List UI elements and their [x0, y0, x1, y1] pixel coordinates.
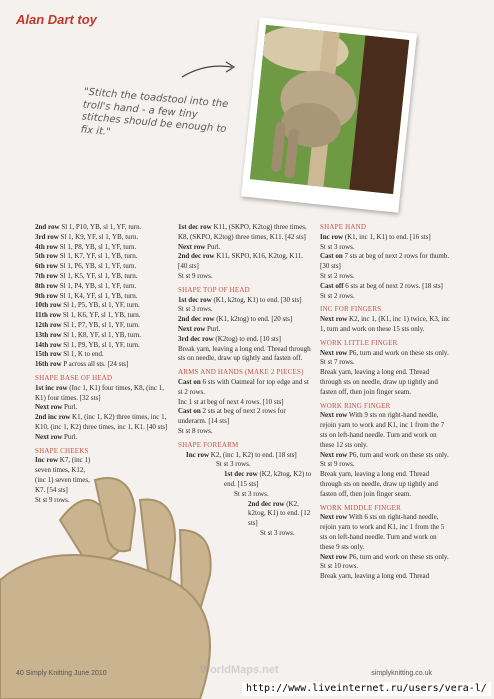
pattern-row: 7th row Sl 1, K5, YF, sl 1, YB, turn. [35, 271, 138, 280]
instruction: 1st dec row (K1, k2tog, K1) to end. [30 sts] [178, 295, 302, 304]
instruction: St st 2 rows. [320, 271, 355, 280]
instruction: Next row Purl. [35, 432, 78, 441]
instruction: Next row With 9 sts on right-hand needle, rejoin yarn to work and K1, inc 1 from the 7 sts on left-hand needle. Turn and work on these 12 sts only. [320, 411, 445, 449]
section-heading: SHAPE HAND [320, 223, 367, 231]
section-heading: WORK MIDDLE FINGER [320, 503, 401, 512]
instruction: Break yarn, leaving a long end. Thread through sts on needle, draw up tightly and fasten off. [178, 344, 311, 363]
instruction: 2nd dec row (K1, k2tog) to end. [20 sts] [178, 315, 293, 324]
instruction: St st 8 rows. [178, 426, 213, 435]
pull-quote: "Stitch the toadstool into the troll's hand - a few tiny stitches should be enough to fix it." [80, 86, 229, 138]
section-heading: INC FOR FINGERS [320, 305, 382, 314]
instruction: St st 10 rows. [320, 562, 359, 571]
instruction: Inc row K2, (inc 1, K2) to end. [18 sts] [186, 450, 297, 459]
pattern-row: 12th row Sl 1, P7, YB, sl 1, YF, turn. [35, 320, 140, 329]
instruction: Next row Purl. [178, 242, 221, 251]
pattern-column-3 [320, 223, 450, 582]
pattern-row: 10th row Sl 1, P5, YB, sl 1, YF, turn. [35, 301, 140, 310]
instruction: Cast off 6 sts at beg of next 2 rows. [18 sts] [320, 281, 443, 290]
instruction: 1st dec row (K2, k2tog, K2) to end. [15 sts] [224, 470, 312, 488]
instruction: St st 7 rows. [320, 358, 355, 367]
instruction: St st 9 rows. [178, 271, 213, 280]
pattern-row: 16th row P across all sts. [24 sts] [35, 360, 129, 369]
pattern-row: 4th row Sl 1, P8, YB, sl 1, YF, turn. [35, 242, 137, 251]
pattern-row: 9th row Sl 1, K4, YF, sl 1, YB, turn. [35, 291, 138, 300]
watermark: WorldMaps.net [200, 664, 279, 676]
instruction: 1st inc row (Inc 1, K1) four times, K8, (inc 1, K1) four times. [32 sts] [35, 383, 164, 402]
instruction: St st 3 rows. [216, 460, 251, 469]
instruction: Next row Purl. [178, 324, 221, 333]
instruction: Next row With 6 sts on right-hand needle, rejoin yarn to work and K1, inc 1 from the 5 sts on left-hand needle. Turn and work on these 9 sts only. [320, 513, 445, 551]
instruction: St st 9 rows. [35, 495, 70, 504]
instruction: Inc 1 st at beg of next 4 rows. [10 sts] [178, 397, 284, 406]
pattern-row: 14th row Sl 1, P9, YB, sl 1, YF, turn. [35, 340, 140, 349]
source-url[interactable]: http://www.liveinternet.ru/users/vera-l/ [242, 682, 491, 696]
page-footer-left: 40 Simply Knitting June 2010 [16, 670, 107, 677]
troll-hand-image [250, 25, 409, 194]
instruction: Cast on 7 sts at beg of next 2 rows for thumb. [30 sts] [320, 252, 450, 271]
instruction: Cast on 6 sts with Oatmeal for top edge and st st 2 rows. [178, 377, 309, 396]
pattern-row: 6th row Sl 1, P6, YB, sl 1, YF, turn. [35, 262, 137, 271]
pattern-row: 13th row Sl 1, K8, YF, sl 1, YB, turn. [35, 330, 141, 339]
instruction: 2nd dec row K11, SKPO, K16, K2tog, K11. [40 sts] [178, 252, 303, 271]
instruction: Next row P6, turn and work on these sts only. [320, 348, 449, 357]
instruction: 3rd dec row (K2tog) to end. [10 sts] [178, 334, 281, 343]
instruction: St st 3 rows. [178, 305, 213, 314]
section-heading: SHAPE TOP OF HEAD [178, 285, 250, 294]
instruction: 2nd inc row K1, (inc 1, K2) three times, inc 1, K10, (inc 1, K2) three times, inc 1, K1. [40 sts] [35, 413, 168, 431]
instruction: Inc row K7, (inc 1) seven times, K12, (inc 1) seven times, K7. [54 sts] [35, 456, 91, 494]
instruction: Next row Purl. [35, 403, 78, 412]
instruction: Next row K2, inc 1, (K1, inc 1) twice, K3, inc 1, turn and work on these 15 sts only. [320, 315, 450, 333]
section-heading: WORK LITTLE FINGER [320, 338, 398, 347]
section-heading: WORK RING FINGER [320, 401, 391, 410]
pattern-row: 5th row Sl 1, K7, YF, sl 1, YB, turn. [35, 252, 138, 261]
instruction: Cast on 2 sts at beg of next 2 rows for underarm. [14 sts] [178, 407, 286, 426]
instruction: Next row P6, turn and work on these sts only. [320, 552, 449, 561]
instruction: St st 9 rows. [320, 460, 355, 469]
pattern-row: 3rd row Sl 1, K9, YF, sl 1, YB, turn. [35, 232, 139, 241]
pattern-row: 15th row Sl 1, K to end. [35, 350, 104, 359]
pattern-row: 11th row Sl 1, K6, YF, sl 1, YB, turn. [35, 311, 141, 320]
section-heading: SHAPE CHEEKS [35, 446, 89, 455]
instruction: Break yarn, leaving a long end. Thread [320, 572, 430, 581]
instruction: St st 3 rows. [260, 528, 295, 537]
section-heading: SHAPE BASE OF HEAD [35, 373, 113, 382]
instruction: Break yarn, leaving a long end. Thread through sts on needle, draw up tightly and fasten off, then join finger seam. [320, 470, 438, 498]
instruction: St st 3 rows. [320, 242, 355, 251]
section-heading: ARMS AND HANDS (MAKE 2 PIECES) [178, 368, 304, 377]
instruction: Break yarn, leaving a long end. Thread through sts on needle, draw up tightly and fasten off, then join finger seam. [320, 368, 438, 396]
page-header-title: Alan Dart toy [16, 12, 97, 27]
instruction: 2nd dec row (K2, k2tog, K1) to end. [12 sts] [248, 499, 311, 528]
instruction: Inc row (K1, inc 1, K1) to end. [16 sts] [320, 232, 431, 241]
pattern-row: 2nd row Sl 1, P10, YB, sl 1, YF, turn. [35, 223, 142, 231]
instruction: Next row P6, turn and work on these sts only. [320, 450, 449, 459]
section-heading: SHAPE FOREARM [178, 440, 239, 449]
row-list [35, 223, 170, 370]
arrow-icon [180, 55, 240, 85]
pattern-row: 8th row Sl 1, P4, YB, sl 1, YF, turn. [35, 281, 137, 290]
troll-hand-photo [241, 17, 417, 213]
instruction: St st 2 rows. [320, 291, 355, 300]
instruction: 1st dec row K11, (SKPO, K2tog) three times, K8, (SKPO, K2tog) three times, K11. [42 sts] [178, 223, 307, 241]
page-footer-right: simplyknitting.co.uk [371, 670, 432, 677]
instruction: St st 3 rows. [234, 489, 269, 498]
